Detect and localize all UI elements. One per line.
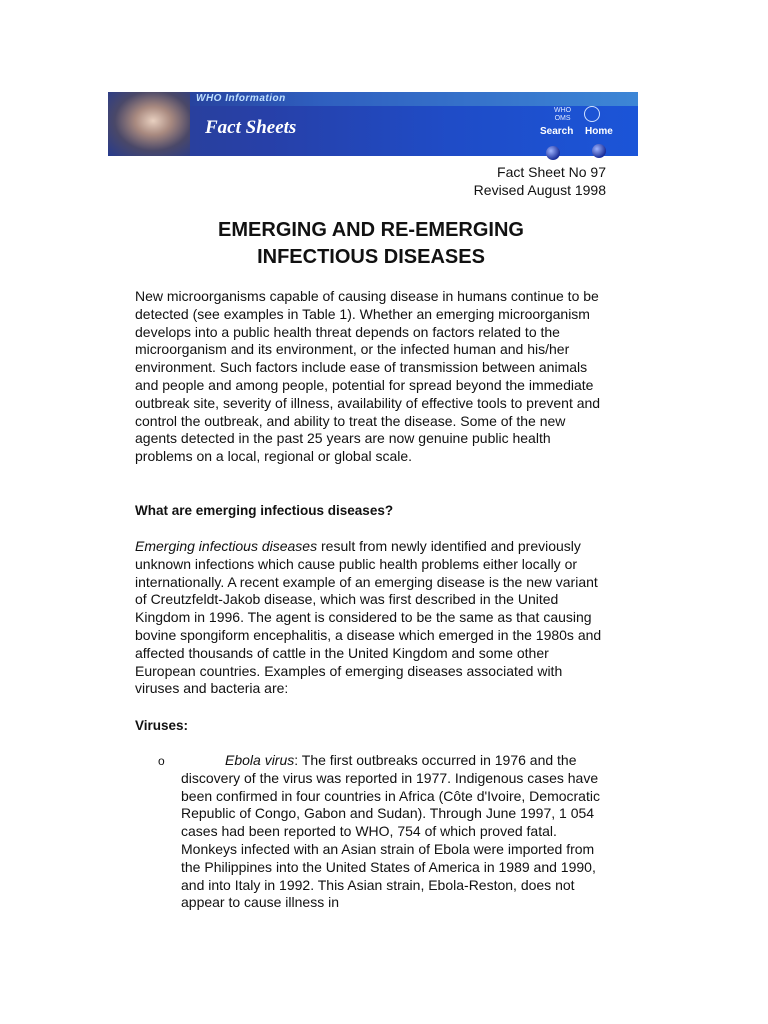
emerging-term: Emerging infectious diseases (135, 538, 318, 554)
intro-paragraph: New microorganisms capable of causing disease in humans continue to be detected (see examples in Table 1). Whether an emerging microorganism develops into a public health threat depends on factors related to the microorganism and its environment, or the infected human and his/her environment. Such factors include ease of transmission between animals and people and among people, potential for spread beyond the immediate outbreak site, severity of illness, availability of effective tools to prevent and control the outbreak, and ability to treat the disease. Some of the new agents detected in the past 25 years are now genuine public health problems on a local, regional or global scale. (135, 288, 601, 465)
who-emblem-icon (584, 106, 600, 122)
ebola-body: : The first outbreaks occurred in 1976 and the discovery of the virus was reported in 1977. Indigenous cases have been confirmed in four countries in Africa (Côte d'Ivoire, Democratic Republic of Congo, Gabon and Sudan). Through June 1997, 1 054 cases had been reported to WHO, 754 of which proved fatal. Monkeys infected with an Asian strain of Ebola were imported from the Philippines into the United States of America in 1989 and 1990, and into Italy in 1992. This Asian strain, Ebola-Reston, does not appear to cause illness in (181, 752, 600, 911)
emerging-paragraph (135, 538, 610, 698)
section-heading-viruses: Viruses: (135, 718, 189, 733)
search-button-orb-icon[interactable] (546, 146, 560, 160)
who-logo-line1: WHO (554, 107, 572, 114)
page-title (135, 217, 607, 271)
section-heading-emerging: What are emerging infectious diseases? (135, 503, 394, 518)
search-link[interactable]: Search (540, 126, 574, 137)
page-title-line1: EMERGING AND RE-EMERGING (218, 219, 524, 241)
emerging-body: result from newly identified and previously unknown infections which cause public health problems either locally or internationally. A recent example of an emerging disease is the new variant of Creutzfeldt-Jakob disease, which was first described in the United Kingdom in 1996. The agent is considered to be the same as that causing bovine spongiform encephalitis, a disease which emerged in the 1980s and affected thousands of cattle in the United Kingdom and some other European countries. Examples of emerging diseases associated with viruses and bacteria are: (135, 538, 602, 697)
page-title-line2: INFECTIOUS DISEASES (257, 246, 485, 268)
home-button-orb-icon[interactable] (592, 144, 606, 158)
ebola-term: Ebola virus (225, 752, 295, 768)
fact-sheets-banner (108, 92, 638, 156)
list-item-ebola (181, 752, 611, 912)
banner-portrait-image (108, 92, 190, 156)
fact-sheet-meta (474, 163, 606, 199)
home-link[interactable]: Home (585, 126, 613, 137)
list-bullet: o (158, 754, 165, 768)
fact-sheet-number: Fact Sheet No 97 (497, 164, 606, 180)
revision-date: Revised August 1998 (473, 182, 606, 198)
who-logo (554, 107, 571, 123)
banner-title: Fact Sheets (205, 117, 297, 138)
who-logo-line2: OMS (554, 115, 571, 122)
who-information-label: WHO Information (196, 93, 286, 104)
